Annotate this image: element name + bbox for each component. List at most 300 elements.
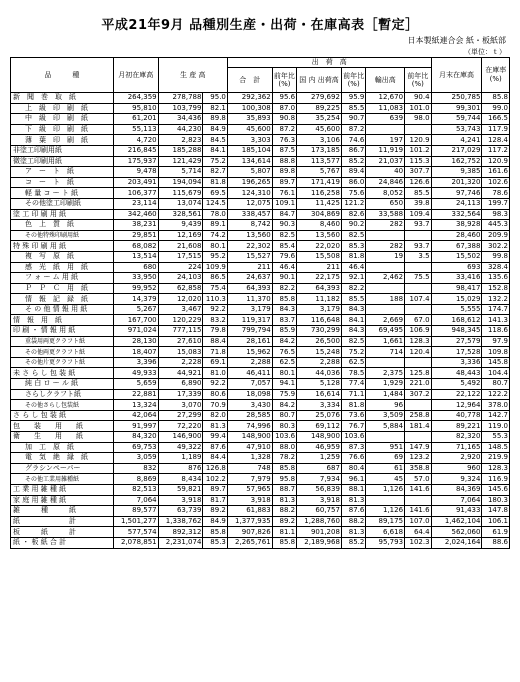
row-value: 1,377,935 [227,516,272,527]
row-value: 28,460 [431,230,482,241]
row-value: 201,320 [431,177,482,188]
row-value: 75.2 [341,347,365,358]
row-value: 78.6 [482,188,510,199]
row-value: 86.0 [341,177,365,188]
row-value: 102.6 [482,177,510,188]
row-label: その他塗工印刷紙 [11,198,114,209]
row-value: 81.8 [203,177,227,188]
row-value: 24,113 [431,198,482,209]
row-value: 80.7 [272,410,296,421]
row-value: 33,950 [113,273,158,284]
row-value: 49,933 [113,368,158,379]
row-value: 103,799 [158,103,203,114]
row-value: 99.0 [482,103,510,114]
row-value [405,400,432,411]
row-value: 78.0 [203,209,227,220]
row-value: 152.8 [482,283,510,294]
row-value: 88.7 [272,484,296,495]
row-value: 2,231,074 [158,537,203,548]
row-value: 3,509 [366,410,405,421]
row-value: 87.6 [203,442,227,453]
row-value: 42,064 [113,410,158,421]
row-value: 5,767 [297,167,342,178]
row-value: 119,317 [227,315,272,326]
header-stock-ratio: 在庫率(%) [482,58,510,93]
row-value: 7,057 [227,379,272,390]
row-value: 82.1 [203,103,227,114]
row-value: 94.1 [272,379,296,390]
row-value: 13,560 [227,230,272,241]
row-value: 18,407 [113,347,158,358]
row-value: 84.1 [203,145,227,156]
unit-label: （単位：ｔ） [464,48,506,56]
row-value: 28,130 [113,336,158,347]
row-value: 28,585 [227,410,272,421]
row-value: 307.7 [405,167,432,178]
row-value: 5,714 [158,167,203,178]
row-value: 90.8 [272,114,296,125]
row-value: 75.6 [341,188,365,199]
row-label: 加 工 原 紙 [11,442,114,453]
row-label: 板 紙 計 [11,527,114,538]
row-value: 3,303 [227,135,272,146]
row-value: 27,610 [158,336,203,347]
table-row [11,432,510,443]
row-value [405,495,432,506]
row-value: 126.8 [203,463,227,474]
table-row [11,389,510,400]
row-value: 132.2 [482,294,510,305]
row-value: 85.4 [272,241,296,252]
row-value [405,230,432,241]
row-value: 279,692 [297,93,342,104]
row-value: 4,720 [113,135,158,146]
table-row [11,220,510,231]
row-value: 34,436 [158,114,203,125]
row-label: フ ォ ー ム 用 紙 [11,273,114,284]
row-value: 56,839 [297,484,342,495]
row-value [366,124,405,135]
row-value: 199.7 [482,198,510,209]
row-value: 147.9 [405,442,432,453]
row-value: 15,527 [227,251,272,262]
row-label: 軽 量 コ ー ト 紙 [11,188,114,199]
row-value: 960 [431,463,482,474]
row-value: 87.2 [341,124,365,135]
row-label: 特 殊 印 刷 用 紙 [11,241,114,252]
row-value: 2,228 [158,357,203,368]
row-value: 89,221 [431,421,482,432]
row-value: 22,881 [113,389,158,400]
row-value: 128.3 [405,336,432,347]
row-value: 224 [158,262,203,273]
row-label: 塗 工 印 刷 用 紙 [11,209,114,220]
table-row [11,294,510,305]
row-value: 5,492 [431,379,482,390]
row-value: 15,083 [158,347,203,358]
table-row [11,145,510,156]
row-value: 121.2 [341,198,365,209]
row-value [405,304,432,315]
row-value: 46,411 [227,368,272,379]
row-value: 21,037 [366,156,405,167]
row-value: 98,417 [431,283,482,294]
row-value: 2,823 [158,135,203,146]
row-value: 1,288,760 [297,516,342,527]
row-value: 109.1 [272,198,296,209]
row-value: 7,934 [297,474,342,485]
row-value: 562,060 [431,527,482,538]
row-value: 95,793 [366,537,405,548]
row-value: 98.0 [405,114,432,125]
row-label: 純 白 ロ ー ル 紙 [11,379,114,390]
row-value: 89.7 [272,177,296,188]
row-label: 未 さ ら し 包 装 紙 [11,368,114,379]
row-value: 82.6 [341,209,365,220]
row-value: 84.2 [272,400,296,411]
row-value: 219.9 [482,453,510,464]
row-value: 26,500 [297,336,342,347]
row-value: 2,288 [227,357,272,368]
row-value: 124.5 [203,198,227,209]
row-value: 217,029 [431,145,482,156]
row-value: 15,962 [227,347,272,358]
row-value: 85.8 [272,463,296,474]
row-value: 46.4 [272,262,296,273]
row-value: 75.9 [272,389,296,400]
row-value: 3,396 [113,357,158,368]
row-value: 82.7 [203,167,227,178]
table-row [11,251,510,262]
row-value: 25,076 [297,410,342,421]
row-value: 80.7 [482,379,510,390]
row-value: 9,478 [113,167,158,178]
row-value: 95.6 [272,93,296,104]
row-value: 7,064 [113,495,158,506]
row-value: 23,114 [113,198,158,209]
row-value: 46.4 [341,262,365,273]
table-row [11,421,510,432]
row-value: 3,179 [297,304,342,315]
row-value: 90.1 [272,273,296,284]
row-value: 110.3 [203,294,227,305]
row-value: 61,883 [227,506,272,517]
row-value [366,357,405,368]
row-value: 328.4 [482,262,510,273]
row-value: 70.9 [203,400,227,411]
row-value: 84.3 [341,326,365,337]
row-value: 84.3 [341,304,365,315]
row-value: 81.3 [203,421,227,432]
row-value: 203,491 [113,177,158,188]
row-value: 2,288 [297,357,342,368]
row-value: 730,299 [297,326,342,337]
row-value: 22,122 [431,389,482,400]
row-value: 106.9 [405,326,432,337]
row-value: 5,267 [113,304,158,315]
row-label: 雑 種 紙 [11,506,114,517]
row-label: コ ー ト 紙 [11,177,114,188]
row-value: 128.3 [482,463,510,474]
row-value: 88.8 [272,156,296,167]
row-value: 86.5 [203,273,227,284]
row-value: 892,312 [158,527,203,538]
table-row [11,326,510,337]
row-value: 166.5 [482,114,510,125]
row-value: 87.6 [341,506,365,517]
row-value: 76.5 [272,347,296,358]
row-value: 69,753 [113,442,158,453]
row-value: 338,457 [227,209,272,220]
row-value: 62,858 [158,283,203,294]
row-value: 97.9 [482,336,510,347]
row-value: 44,036 [297,368,342,379]
row-value: 35,893 [227,114,272,125]
row-label: 衛 生 用 紙 [11,432,114,443]
row-value: 221.0 [405,379,432,390]
row-value: 22,302 [227,241,272,252]
row-value: 82,513 [113,484,158,495]
row-value: 17,528 [431,347,482,358]
row-value: 2,189,968 [297,537,342,548]
row-value: 84.9 [203,124,227,135]
row-value: 95.8 [272,474,296,485]
row-value: 799,794 [227,326,272,337]
row-value: 3.5 [405,251,432,262]
row-value: 7,064 [431,495,482,506]
row-value: 22,020 [297,241,342,252]
row-value: 12,670 [366,93,405,104]
row-value: 101.0 [405,103,432,114]
row-value: 14,379 [113,294,158,305]
row-value: 5,555 [431,304,482,315]
table-row [11,537,510,548]
row-value: 85.8 [272,537,296,548]
row-value: 85.2 [341,537,365,548]
row-value: 11,370 [227,294,272,305]
row-value: 68,082 [113,241,158,252]
row-value: 1,126 [366,484,405,495]
row-value: 47,910 [227,442,272,453]
row-value: 3,059 [113,453,158,464]
row-value: 85.2 [341,156,365,167]
row-value: 1,929 [366,379,405,390]
row-value: 27,579 [431,336,482,347]
table-row [11,209,510,220]
row-value: 8,869 [113,474,158,485]
row-value [366,432,405,443]
row-value: 3,106 [297,135,342,146]
row-value [366,495,405,506]
row-value: 71.1 [341,389,365,400]
row-value: 971,024 [113,326,158,337]
row-value: 71,165 [431,442,482,453]
row-value: 97,746 [431,188,482,199]
row-value: 90.3 [272,220,296,231]
row-value: 2,024,164 [431,537,482,548]
row-value: 2,078,851 [113,537,158,548]
row-value: 82.5 [272,230,296,241]
row-value: 307.2 [405,389,432,400]
row-value: 113,577 [297,156,342,167]
row-value: 81.3 [341,527,365,538]
header-domestic: 国 内 出荷高 [297,68,342,93]
header-hinshu: 品 種 [11,58,114,93]
row-value: 74.6 [341,135,365,146]
document-title: 平成21年9月 品種別生産・出荷・在庫高表［暫定］ [101,18,419,33]
row-value: 145.6 [482,484,510,495]
row-value: 62.5 [272,357,296,368]
row-value: 84.3 [272,304,296,315]
row-value: 76.3 [272,135,296,146]
header-opening-stock: 月初在庫高 [113,58,158,93]
row-value: 181.4 [405,421,432,432]
table-row [11,304,510,315]
table-row [11,474,510,485]
row-value: 4,241 [431,135,482,146]
row-value: 1,189 [158,453,203,464]
row-value: 12,020 [158,294,203,305]
row-value: 49,322 [158,442,203,453]
row-value: 100,308 [227,103,272,114]
row-value: 81.0 [203,368,227,379]
row-value: 122.2 [482,389,510,400]
row-value: 5,884 [366,421,405,432]
row-value: 332,564 [431,209,482,220]
row-value: 72,220 [158,421,203,432]
row-value: 120.4 [405,347,432,358]
row-value: 99,301 [431,103,482,114]
row-value: 81.3 [341,495,365,506]
organization-label: 日本製紙連合会 紙・板紙部 [407,36,506,45]
row-value: 13,074 [158,198,203,209]
row-label: その他工業用雑種紙 [11,474,114,485]
table-row [11,198,510,209]
row-value: 342,460 [113,209,158,220]
table-row [11,230,510,241]
row-value: 82.2 [272,283,296,294]
row-value: 117.2 [482,145,510,156]
row-value: 85.5 [405,188,432,199]
row-value: 3,334 [297,400,342,411]
row-value: 832 [113,463,158,474]
row-value: 577,574 [113,527,158,538]
row-value: 75.5 [405,273,432,284]
row-value [405,432,432,443]
row-value: 292,362 [227,93,272,104]
table-row [11,167,510,178]
row-value: 91,433 [431,506,482,517]
row-label: 電 気 絶 縁 紙 [11,453,114,464]
row-value: 85.8 [482,93,510,104]
row-value: 358.8 [405,463,432,474]
table-row [11,379,510,390]
row-value: 60,757 [297,506,342,517]
row-value: 93.7 [405,241,432,252]
row-value: 173,185 [297,145,342,156]
row-value: 90.2 [341,220,365,231]
row-label: その他両更クラフト紙 [11,347,114,358]
row-value: 45,600 [227,124,272,135]
row-value: 89.7 [203,484,227,495]
header-export-yoy: 前年比(%) [405,68,432,93]
row-value: 62.5 [341,357,365,368]
row-value: 77.4 [341,379,365,390]
row-label: その他片更クラフト紙 [11,357,114,368]
row-value: 89.1 [203,220,227,231]
row-value: 142.7 [482,410,510,421]
row-value: 141.6 [405,484,432,495]
row-value: 11,919 [366,145,405,156]
row-value: 250,785 [431,93,482,104]
row-value: 89.8 [203,114,227,125]
row-value: 92.1 [341,273,365,284]
row-value: 6,618 [366,527,405,538]
row-value: 282 [366,220,405,231]
row-value: 19 [366,251,405,262]
row-label: 重袋用両更クラフト紙 [11,336,114,347]
row-value: 80.4 [341,463,365,474]
row-value: 24,103 [158,273,203,284]
row-value: 148.5 [482,442,510,453]
row-value: 148,900 [227,432,272,443]
row-value: 38,928 [431,220,482,231]
row-value: 80.1 [272,368,296,379]
row-value: 88.1 [341,484,365,495]
table-row [11,400,510,411]
row-value: 91,997 [113,421,158,432]
row-value: 2,375 [366,368,405,379]
row-value: 103.6 [272,432,296,443]
row-value: 67.0 [405,315,432,326]
row-value: 6,890 [158,379,203,390]
row-value: 87.5 [272,145,296,156]
table-row [11,262,510,273]
row-value: 86.7 [341,145,365,156]
row-value: 64.4 [405,527,432,538]
row-value: 128.4 [482,135,510,146]
row-value: 45,600 [297,124,342,135]
row-value: 89,225 [297,103,342,114]
row-value: 81.3 [272,495,296,506]
row-value: 103.6 [341,432,365,443]
table-row [11,368,510,379]
table-row [11,463,510,474]
row-value [366,262,405,273]
row-label: 新 聞 巻 取 紙 [11,93,114,104]
row-value: 88.6 [482,537,510,548]
row-value: 141.6 [405,506,432,517]
row-value: 61 [366,463,405,474]
row-value: 64,393 [297,283,342,294]
row-value: 84.2 [272,336,296,347]
row-value: 1,126 [366,506,405,517]
row-label: 非塗工印刷用紙 [11,145,114,156]
table-row [11,93,510,104]
row-value: 3,918 [158,495,203,506]
row-value: 168,612 [431,315,482,326]
row-value: 99.8 [482,251,510,262]
row-value: 17,515 [158,251,203,262]
row-value: 90.7 [341,114,365,125]
row-value: 89.8 [272,167,296,178]
row-value: 304,869 [297,209,342,220]
row-value: 35,254 [297,114,342,125]
row-value: 8,460 [297,220,342,231]
row-value: 264,359 [113,93,158,104]
table-row [11,410,510,421]
row-label: 紙 ・ 板 紙 合 計 [11,537,114,548]
